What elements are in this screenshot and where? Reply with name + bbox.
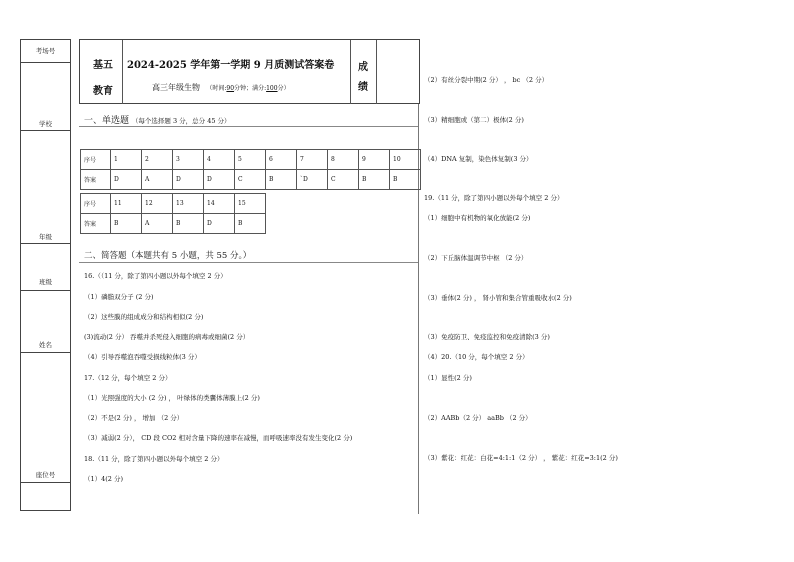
q19-heading: 19.（11 分，除了第四小题以外每个填空 2 分） [424,194,564,202]
table-cell: 答案 [81,170,111,190]
q20-heading: （4）20.（10 分，每个填空 2 分） [424,353,529,361]
q18-answer-1: （1）4(2 分) [84,475,124,483]
table-row [81,150,421,170]
q16-answer-2: （2）这些膜的组成成分和结构相似(2 分) [84,313,204,321]
full-score-label: 满分: [252,85,267,92]
q19-answer-4: （3）免疫防卫、免疫监控和免疫清除(3 分) [424,333,550,341]
school-name-line1: 基五 [93,60,113,71]
header-divider [350,40,351,104]
table-cell: 1 [111,150,142,170]
table-cell: 10 [390,150,421,170]
table-row [81,194,266,214]
table-row [81,170,421,190]
q18-answer-3: （3）精细胞或（第二）极体(2 分) [424,116,524,124]
table-cell: 14 [204,194,235,214]
table-cell: 12 [142,194,173,214]
page-title: 2024-2025 学年第一学期 9 月质测试答案卷 [127,60,335,71]
q20-answer-1: （1）显性(2 分) [424,374,472,382]
subject-text: 高三年级生物 [152,83,200,92]
table-cell: 13 [173,194,204,214]
score-box-label-1: 成 [358,62,368,73]
info-divider [21,62,70,63]
q16-answer-4: （4）引导吞噬泡吞噬受损线粒体(3 分） [84,353,201,361]
q20-answer-2: （2）AABb（2 分） aaBb （2 分） [424,414,532,422]
answer-table-2 [80,193,266,234]
q19-answer-1: （1）细胞中有机物的氧化放能(2 分) [424,214,531,222]
q18-heading: 18.（11 分，除了第四小题以外每个填空 2 分） [84,455,224,463]
full-score-unit: 分） [277,85,290,92]
answer-table-1 [80,149,421,190]
section2-title: 二、简答题（本题共有 5 小题，共 55 分。） [84,251,252,261]
class-label: 班级 [39,278,52,286]
q18-answer-2: （2）有丝分裂中期(2 分） ， bc （2 分） [424,76,549,84]
table-cell: B [390,170,421,190]
table-cell: 9 [359,150,390,170]
info-divider [21,130,70,131]
table-cell: 2 [142,150,173,170]
table-cell: `D [297,170,328,190]
table-cell: 答案 [81,214,111,234]
q17-answer-1: （1）光照强度的大小 (2 分) ， 叶绿体的类囊体薄膜上(2 分) [84,394,260,402]
table-cell: D [204,214,235,234]
q17-answer-3: （3）减弱(2 分）， CD 段 CO2 相对含量下降的速率在减慢，而呼吸速率没有发生变化(2 分) [84,434,353,442]
table-cell: 7 [297,150,328,170]
table-cell: D [111,170,142,190]
exam-header [79,39,420,104]
table-cell: B [111,214,142,234]
table-cell: 序号 [81,150,111,170]
table-cell: B [266,170,297,190]
score-box-label-2: 绩 [358,82,368,93]
school-label: 学校 [39,120,52,128]
section1-title: 一、单选题 [84,116,130,126]
q20-answer-3: （3）紫花：红花：白花=4:1:1（2 分） ， 紫花：红花=3:1(2 分) [424,454,618,462]
q17-answer-2: （2）不是(2 分) ， 增加 （2 分） [84,414,184,422]
exam-subtitle: 高三年级生物 （时间:90分钟；满分:100分） [152,83,290,92]
time-value: 90 [226,85,235,92]
seat-number-label: 座位号 [35,471,56,479]
info-divider [21,243,70,244]
header-divider [122,40,123,104]
table-row [81,214,266,234]
section1-heading [84,113,231,126]
table-cell: D [173,170,204,190]
table-cell: 序号 [81,194,111,214]
school-name-line2: 教育 [93,86,113,97]
header-divider [376,40,377,104]
time-unit: 分钟 [234,85,247,92]
table-cell: D [204,170,235,190]
table-cell: A [142,170,173,190]
q18-answer-4: （4）DNA 复制，染色体复制(3 分） [424,155,533,163]
table-cell: 6 [266,150,297,170]
exam-number-label: 考场号 [35,47,56,55]
table-cell: 3 [173,150,204,170]
q19-answer-3: （3）垂体(2 分) ， 肾小管和集合管重吸收水(2 分) [424,294,572,302]
section1-note: （每个选择题 3 分，总分 45 分） [131,117,231,125]
section2-underline [79,262,418,263]
table-cell: 4 [204,150,235,170]
table-cell: B [359,170,390,190]
full-score-value: 100 [266,85,278,92]
time-label: （时间: [206,85,227,92]
q16-answer-1: （1）磷脂双分子 (2 分) [84,293,154,301]
table-cell: 15 [235,194,266,214]
q16-answer-3: (3)流动(2 分） 吞噬并杀死侵入细胞的病毒或细菌(2 分） [84,333,250,341]
section1-underline [79,126,418,127]
table-cell: A [142,214,173,234]
grade-label: 年级 [39,233,52,241]
table-cell: 11 [111,194,142,214]
table-cell: 5 [235,150,266,170]
table-cell: B [235,214,266,234]
q19-answer-2: （2）下丘脑体温调节中枢 （2 分） [424,254,528,262]
table-cell: C [235,170,266,190]
info-divider [21,290,70,291]
q16-heading: 16.（（11 分，除了第四小题以外每个填空 2 分） [84,272,227,280]
info-divider [21,482,70,483]
table-cell: 8 [328,150,359,170]
name-label: 姓名 [39,341,52,349]
table-cell: C [328,170,359,190]
q17-heading: 17.（12 分，每个填空 2 分） [84,374,172,382]
student-info-strip [20,39,71,511]
info-divider [21,352,70,353]
table-cell: B [173,214,204,234]
